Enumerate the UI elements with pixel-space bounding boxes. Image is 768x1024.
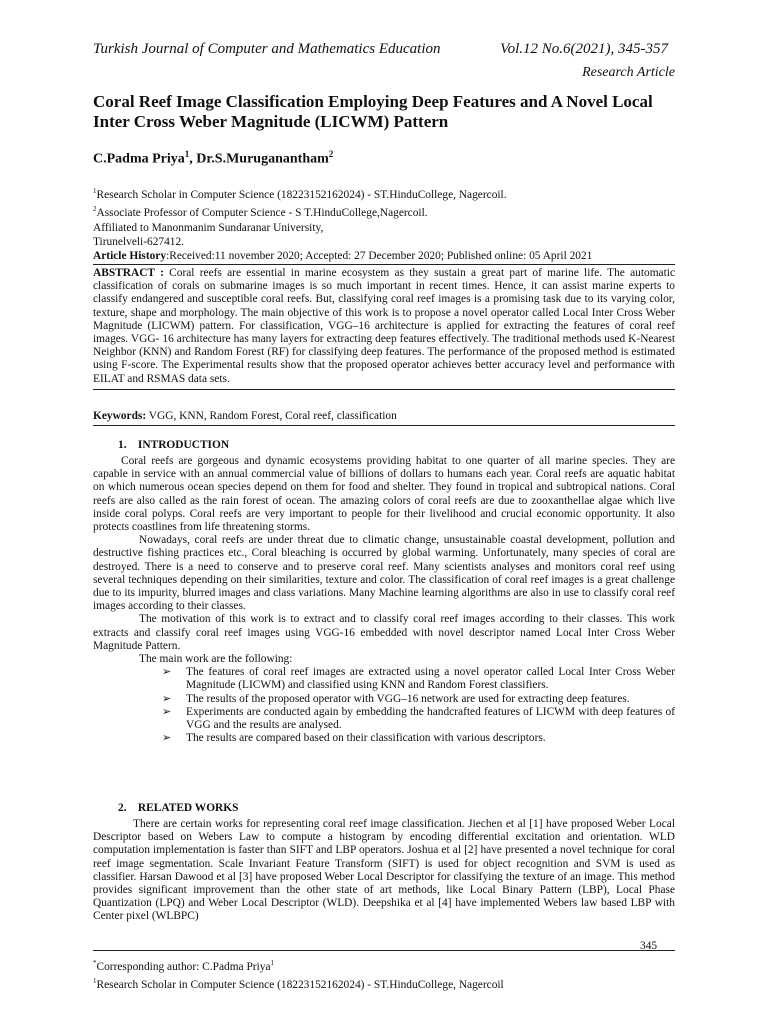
running-header	[93, 41, 668, 58]
related-paragraph-1: There are certain works for representing coral reef image classification. Jiechen et al [1] have proposed Weber Local Descriptor based on Webers Law to compute a histogram by encoding differential excitation and orientation. WLD computation implementation is faster than SIFT and LBP operators. Joshua et al [2] have presented a novel technique for coral reef image segmentation. Scale Invariant Feature Transform (SIFT) is used for object recognition and SVM is used as classifier. Harsan Dawood et al [3] have proposed Weber Local Descriptor for classifying the texture of an image. This method provides significant improvement than the other state of art methods, like Local Binary Pattern (LBP), Local Phase Quantization (LPQ) and Weber Local Descriptor (WLD). Deepshika et al [4] have implemented Webers law based LBP with Center pixel (WLBPC)	[93, 818, 675, 923]
related-works-body	[93, 818, 675, 924]
affiliation-text: Affiliated to Manonmanim Sundaranar University,	[93, 221, 324, 234]
affiliation-line	[93, 235, 683, 250]
author-1: C.Padma Priya	[93, 151, 185, 167]
list-item-text: The results of the proposed operator with VGG‒16 network are used for extracting deep features.	[186, 692, 630, 705]
history-text: :Received:11 november 2020; Accepted: 27 December 2020; Published online: 05 April 2021	[166, 250, 593, 262]
affiliation-sup: 1	[93, 187, 97, 195]
affiliation-text: Tirunelveli-627412.	[93, 236, 185, 249]
article-history	[93, 250, 683, 262]
list-item	[162, 692, 675, 706]
paper-title: Coral Reef Image Classification Employing Deep Features and A Novel Local Inter Cross Weber Magnitude (LICWM) Pattern	[93, 92, 653, 131]
author-separator: ,	[189, 151, 197, 167]
arrow-bullet-icon: ➢	[162, 666, 172, 679]
footnote-sup: 1	[93, 977, 97, 986]
page-number: 345	[640, 940, 658, 952]
section-heading-related-works: 2. RELATED WORKS	[118, 802, 239, 814]
affiliation-line	[93, 221, 683, 236]
list-item	[162, 666, 675, 692]
footnote-sup: 1	[270, 959, 275, 967]
affiliation-text: Associate Professor of Computer Science - S T.HinduCollege,Nagercoil.	[96, 207, 428, 220]
abstract-text: Coral reefs are essential in marine ecosystem as they sustain a great part of marine life. The automatic classification of corals on submarine images is so much important in recent times. Hence, it can assist marine experts to classify endangered and susceptible coral reefs. But, classifying coral reef images is a promising task due to its varying color, texture, shape and morphology. The main objective of this work is to propose a novel operator called Local Inter Cross Weber Magnitude (LICWM) pattern. For classification, VGG‒16 architecture is applied for extracting the features of coral reef images. VGG- 16 architecture has many layers for extracting deep features effectively. The traditional methods used K-Nearest Neighbor (KNN) and Random Forest (RF) for classifying deep features. The performance of the proposed method is estimated using F-score. The Experimental results show that the proposed operator achieves better accuracy level and performance with EILAT and RSMAS data sets.	[93, 267, 676, 385]
affiliation-text: Research Scholar in Computer Science (18223152162024) - ST.HinduCollege, Nagercoil.	[96, 188, 507, 201]
list-item-text: The results are compared based on their classification with various descriptors.	[186, 732, 546, 745]
list-item-text: The features of coral reef images are extracted using a novel operator called Local Inter Cross Weber Magnitude (LICWM) and classified using KNN and Random Forest classifiers.	[186, 666, 675, 692]
abstract	[93, 265, 675, 389]
abstract-box	[93, 264, 675, 390]
article-type: Research Article	[582, 65, 675, 80]
journal-name: Turkish Journal of Computer and Mathematics Education	[93, 41, 441, 57]
keywords-text: VGG, KNN, Random Forest, Coral reef, classification	[146, 410, 397, 422]
volume-info: Vol.12 No.6(2021), 345-357	[500, 41, 668, 57]
list-item	[162, 732, 675, 745]
affiliation-line	[93, 184, 683, 202]
keywords-label: Keywords:	[93, 410, 147, 422]
author-2: Dr.S.Muruganantham	[196, 151, 329, 167]
introduction-body	[93, 455, 675, 745]
footnote-text: Research Scholar in Computer Science (18223152162024) - ST.HinduCollege, Nagercoil	[96, 979, 504, 992]
arrow-bullet-icon: ➢	[162, 692, 172, 705]
arrow-bullet-icon: ➢	[162, 705, 172, 718]
arrow-bullet-icon: ➢	[162, 732, 172, 745]
author-1-sup: 1	[184, 149, 190, 159]
footnotes	[93, 950, 675, 993]
footnote-text: Corresponding author: C.Padma Priya	[96, 960, 271, 973]
list-item-text: Experiments are conducted again by embedding the handcrafted features of LICWM with deep features of VGG and the results are analysed.	[186, 705, 675, 732]
footnote-sup: *	[93, 959, 97, 967]
history-label: Article History	[93, 250, 167, 262]
contribution-list	[162, 666, 675, 745]
intro-paragraph-4: The main work are the following:	[139, 653, 293, 666]
author-2-sup: 2	[328, 149, 334, 159]
intro-paragraph-3: The motivation of this work is to extract and to classify coral reef images according to their classes. This work extracts and classify coral reef images using VGG-16 embedded with novel descriptor named Local Inter Cross Weber Magnitude Pattern.	[93, 613, 675, 652]
footnote-corresponding	[93, 956, 675, 974]
keywords	[93, 408, 675, 426]
intro-paragraph-1: Coral reefs are gorgeous and dynamic ecosystems providing habitat to one quarter of all marine species. They are capable in service with an annual commercial value of billions of dollars to humans each year. Coral reefs are aquatic habitat on which numerous ocean species depend on them for food and shelter. They found in tropical and subtropical nations. Coral reefs are also called as the rain forest of ocean. The amazing colors of coral reefs are due to zooxanthellae algae which live inside coral polyps. Coral reefs are very important to people for their livelihood and crucial economic opportunity. It also protects coastlines from life threatening storms.	[93, 455, 675, 534]
list-item	[162, 705, 675, 732]
affiliations	[93, 184, 683, 250]
intro-paragraph-2: Nowadays, coral reefs are under threat due to climatic change, unsustainable coastal development, pollution and destructive fishing practices etc., Coral bleaching is occurred by global warming. Unfortunately, many species of coral are destroyed. There is a need to conserve and to preserve coral reef. Many scientists analyses and monitors coral reef using several techniques depending on their similarities, texture and color. The classification of coral reef images is a great challenge due to its impurity, blurred images and class variations. Many Machine learning algorithms are also in use to classify coral reef images according to their classes.	[93, 534, 675, 613]
section-heading-introduction: 1. INTRODUCTION	[118, 439, 230, 451]
footnote-affiliation	[93, 974, 675, 992]
abstract-label: ABSTRACT :	[93, 267, 164, 279]
author-line	[93, 149, 333, 168]
affiliation-sup: 2	[93, 205, 97, 214]
affiliation-line	[93, 202, 683, 220]
